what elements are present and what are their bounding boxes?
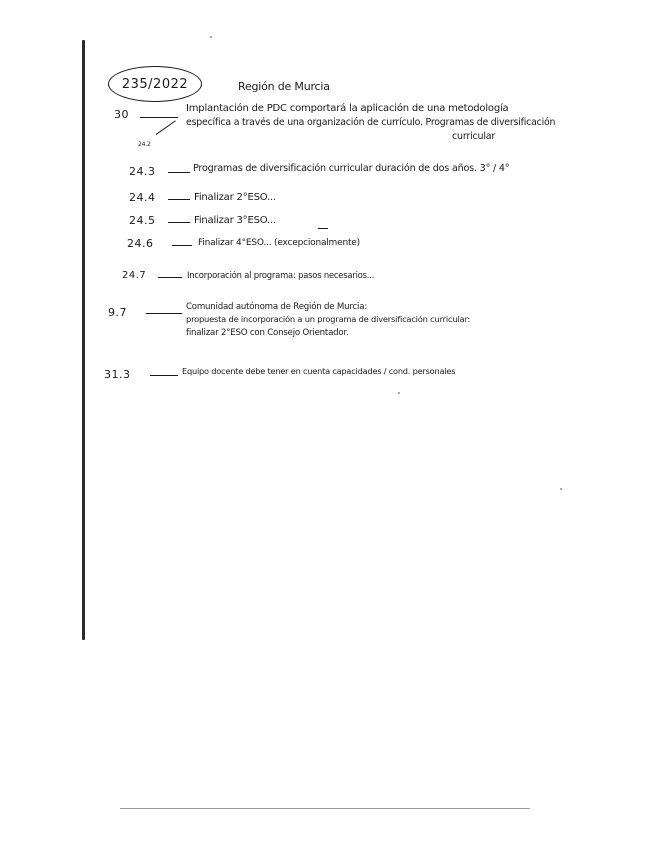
note-line: Incorporación al programa: pasos necesarios...	[187, 270, 375, 280]
note-ref: 9.7	[108, 306, 127, 319]
note-line: curricular	[452, 131, 496, 142]
case-number: 235/2022	[121, 76, 189, 92]
branch-arrow	[156, 120, 176, 135]
note-ref: 24.6	[127, 237, 154, 250]
note-line: Finalizar 4°ESO... (excepcionalmente)	[198, 238, 360, 248]
note-sub-ref: 24.2	[138, 141, 151, 148]
arrow	[168, 172, 190, 173]
note-line: finalizar 2°ESO con Consejo Orientador.	[186, 328, 349, 338]
arrow	[140, 117, 178, 118]
note-ref: 24.4	[129, 191, 156, 204]
arrow	[172, 245, 192, 246]
arrow	[150, 375, 178, 376]
note-ref: 24.5	[129, 214, 156, 227]
note-ref: 30	[114, 108, 129, 121]
arrow	[168, 199, 190, 200]
underline-mark	[318, 228, 328, 229]
case-number-oval	[108, 66, 202, 102]
region-title: Región de Murcia	[238, 80, 330, 93]
bottom-edge-line	[120, 808, 530, 809]
note-line: Implantación de PDC comportará la aplicación de una metodología	[186, 103, 509, 114]
note-line: Comunidad autónoma de Región de Murcia:	[186, 302, 368, 312]
speck	[210, 36, 212, 38]
note-line: Programas de diversificación curricular duración de dos años. 3° / 4°	[193, 163, 510, 174]
arrow	[146, 313, 182, 314]
arrow	[168, 222, 190, 223]
note-ref: 24.7	[122, 270, 147, 281]
note-line: Equipo docente debe tener en cuenta capacidades / cond. personales	[182, 366, 456, 376]
margin-line	[82, 40, 85, 640]
note-line: Finalizar 2°ESO...	[194, 192, 276, 203]
note-ref: 24.3	[129, 165, 156, 178]
arrow	[158, 277, 182, 278]
speck	[560, 488, 562, 490]
note-line: específica a través de una organización de currículo. Programas de diversificación	[186, 117, 556, 128]
note-line: propuesta de incorporación a un programa de diversificación curricular:	[186, 314, 471, 324]
speck	[398, 392, 400, 394]
note-ref: 31.3	[104, 368, 131, 381]
note-line: Finalizar 3°ESO...	[194, 215, 276, 226]
